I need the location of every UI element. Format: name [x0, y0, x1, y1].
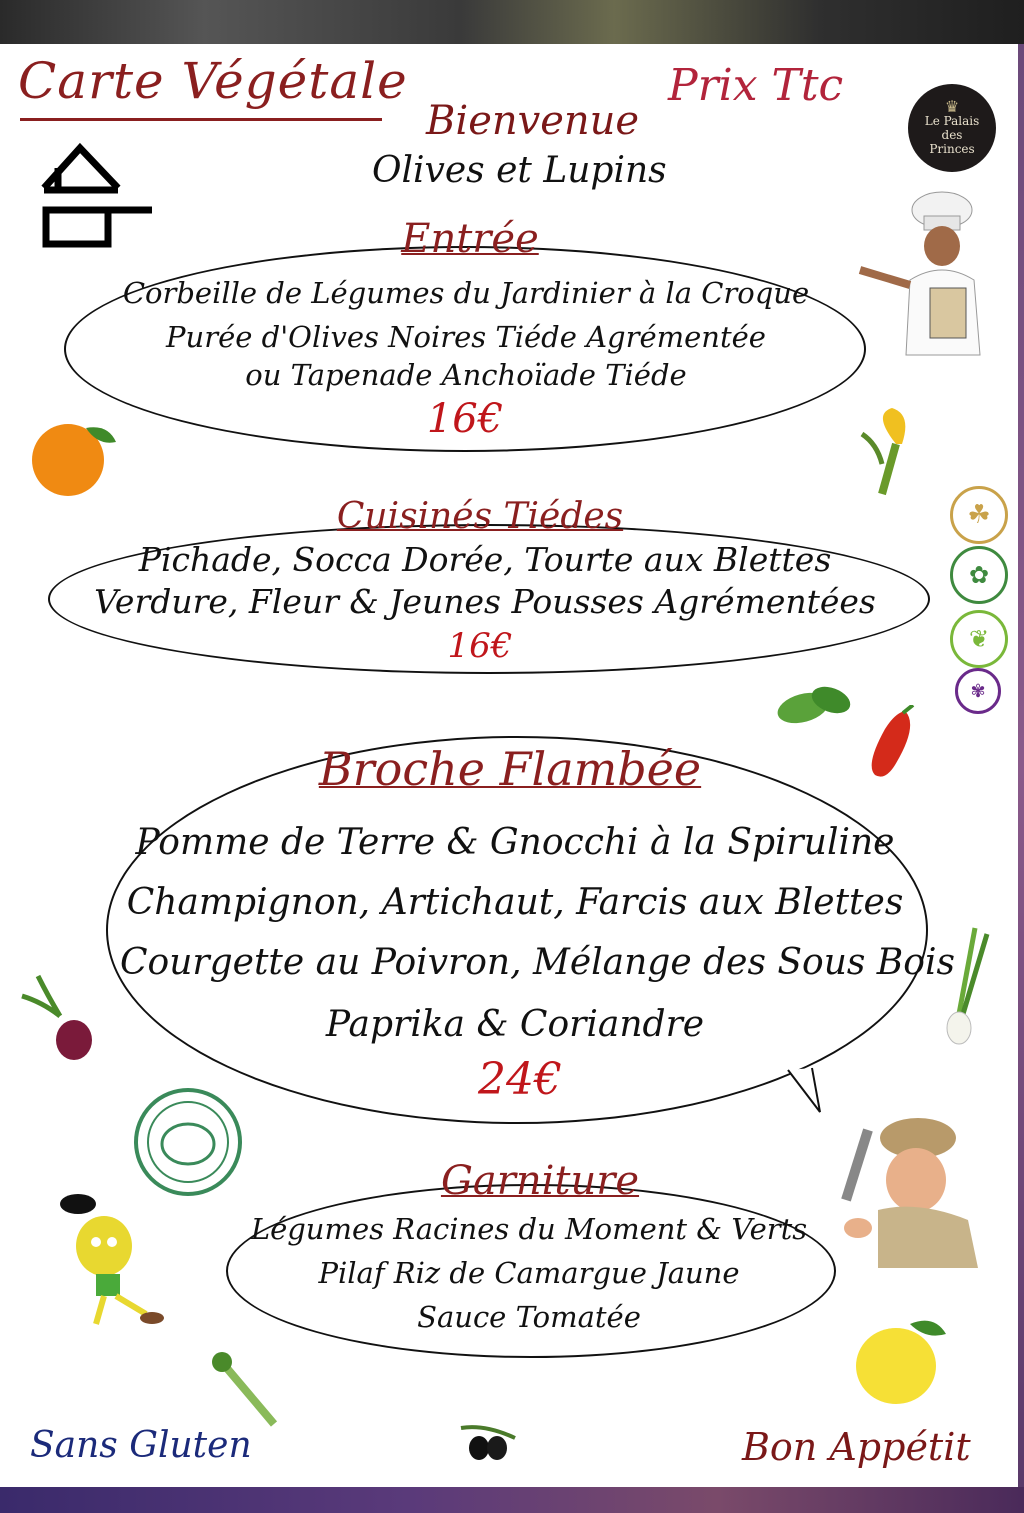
entree-line-3: ou Tapenade Anchoïade Tiéde [245, 358, 687, 392]
homemade-house-icon [40, 138, 155, 248]
restaurant-logo [908, 84, 996, 172]
broche-line-1: Pomme de Terre & Gnocchi à la Spiruline [135, 822, 895, 863]
crown-icon: ♛ [944, 97, 960, 116]
broche-line-3: Courgette au Poivron, Mélange des Sous Bois [120, 942, 955, 983]
gluten-free-note: Sans Gluten [30, 1425, 252, 1466]
orange-icon [28, 418, 120, 498]
cuisines-price: 16€ [447, 626, 513, 666]
olives-icon [455, 1418, 525, 1468]
logo-line-2: des [941, 128, 963, 142]
appetizer-line: Olives et Lupins [372, 150, 667, 191]
cuisines-title: Cuisinés Tiédes [336, 496, 624, 537]
title-underline [20, 118, 382, 121]
entree-line-2: Purée d'Olives Noires Tiéde Agrémentée [166, 320, 766, 354]
welcome-heading: Bienvenue [426, 98, 640, 144]
menu-title: Carte Végétale [18, 52, 408, 110]
broche-line-4: Paprika & Coriandre [325, 1004, 705, 1045]
cuisines-line-1: Pichade, Socca Dorée, Tourte aux Blettes [138, 540, 832, 579]
chef-icon [850, 190, 1000, 360]
celery-icon [208, 1350, 288, 1430]
cabbage-stamp-icon [132, 1086, 244, 1198]
broche-line-2: Champignon, Artichaut, Farcis aux Blettes [126, 882, 904, 923]
logo-line-3: Princes [929, 142, 975, 156]
basil-icon [775, 680, 855, 730]
chili-pepper-icon [855, 705, 925, 785]
logo-line-1: Le Palais [924, 114, 980, 128]
entree-line-1: Corbeille de Légumes du Jardinier à la Croque [122, 276, 810, 310]
zucchini-flower-icon [852, 404, 932, 496]
entree-title: Entrée [401, 216, 539, 262]
beet-icon [18, 966, 102, 1066]
lemon-icon [850, 1310, 950, 1410]
explorer-character-icon [828, 1110, 1013, 1270]
broche-title: Broche Flambée [318, 742, 702, 796]
top-photo-band [0, 0, 1024, 44]
right-edge-band [1018, 44, 1024, 1487]
bon-appetit-note: Bon Appétit [742, 1425, 971, 1469]
garniture-line-1: Légumes Racines du Moment & Verts [250, 1212, 808, 1246]
grain-label-icon: ☘ [950, 486, 1008, 544]
garniture-line-3: Sauce Tomatée [417, 1300, 641, 1334]
broche-price: 24€ [478, 1054, 562, 1105]
broche-bubble-tail [786, 1066, 826, 1116]
vegetables-label-icon: ✿ [950, 546, 1008, 604]
celery-label-icon: ❦ [950, 610, 1008, 668]
spice-label-icon: ✾ [955, 668, 1001, 714]
price-note: Prix Ttc [668, 60, 844, 111]
garniture-title: Garniture [440, 1158, 640, 1204]
lemon-character-icon [56, 1190, 166, 1340]
entree-price: 16€ [426, 396, 504, 442]
bottom-band [0, 1487, 1024, 1513]
garniture-line-2: Pilaf Riz de Camargue Jaune [318, 1256, 740, 1290]
cuisines-line-2: Verdure, Fleur & Jeunes Pousses Agrémentées [94, 582, 876, 621]
